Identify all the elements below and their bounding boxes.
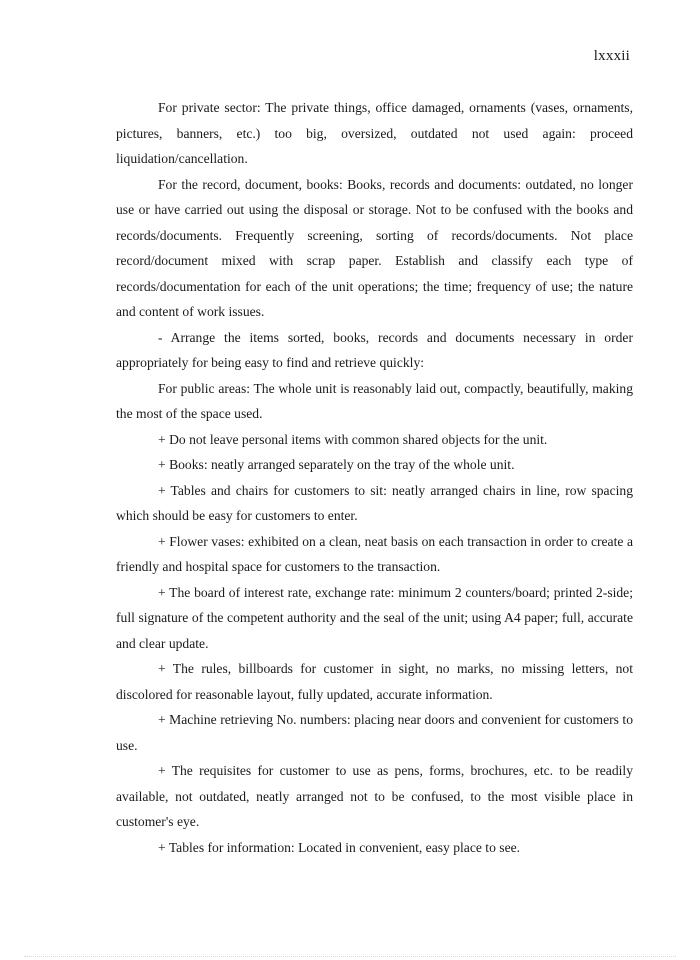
bullet-rules-billboards: + The rules, billboards for customer in sight, no marks, no missing letters, not discolored for reasonable layout, fully updated, accurate information.	[116, 661, 633, 702]
document-body	[116, 95, 633, 860]
bullet-information-tables: + Tables for information: Located in convenient, easy place to see.	[158, 839, 521, 855]
bullet-books: + Books: neatly arranged separately on the tray of the whole unit.	[158, 457, 515, 472]
page-bottom-divider	[24, 956, 676, 957]
paragraph-private-sector: For private sector: The private things, office damaged, ornaments (vases, ornaments, pictures, banners, etc.) too big, oversized, outdated not used again: proceed liquidation/cancellation.	[116, 100, 633, 166]
page-number: lxxxii	[593, 48, 630, 64]
bullet-personal-items: + Do not leave personal items with common shared objects for the unit.	[158, 431, 548, 447]
bullet-interest-rate-board: + The board of interest rate, exchange rate: minimum 2 counters/board; printed 2-side; full signature of the competent authority and the seal of the unit; using A4 paper; full, accurate and clear update.	[116, 584, 633, 651]
bullet-tables-chairs: + Tables and chairs for customers to sit: neatly arranged chairs in line, row spacing which should be easy for customers to enter.	[116, 482, 633, 523]
bullet-flower-vases: + Flower vases: exhibited on a clean, neat basis on each transaction in order to create a friendly and hospital space for customers to the transaction.	[116, 533, 633, 574]
bullet-number-machine: + Machine retrieving No. numbers: placing near doors and convenient for customers to use.	[116, 712, 633, 753]
paragraph-public-areas: For public areas: The whole unit is reasonably laid out, compactly, beautifully, making the most of the space used.	[116, 380, 633, 421]
paragraph-arrange-items: - Arrange the items sorted, books, records and documents necessary in order appropriately for being easy to find and retrieve quickly:	[116, 329, 633, 370]
paragraph-records-documents: For the record, document, books: Books, records and documents: outdated, no longer use or have carried out using the disposal or storage. Not to be confused with the books and records/documents. Frequently screening, sorting of records/documents. Not place record/document mixed with scrap paper. Establish and classify each type of records/documentation for each of the unit operations; the time; frequency of use; the nature and content of work issues.	[116, 176, 633, 319]
bullet-requisites: + The requisites for customer to use as pens, forms, brochures, etc. to be readily available, not outdated, neatly arranged not to be confused, to the most visible place in customer's eye.	[116, 763, 633, 829]
